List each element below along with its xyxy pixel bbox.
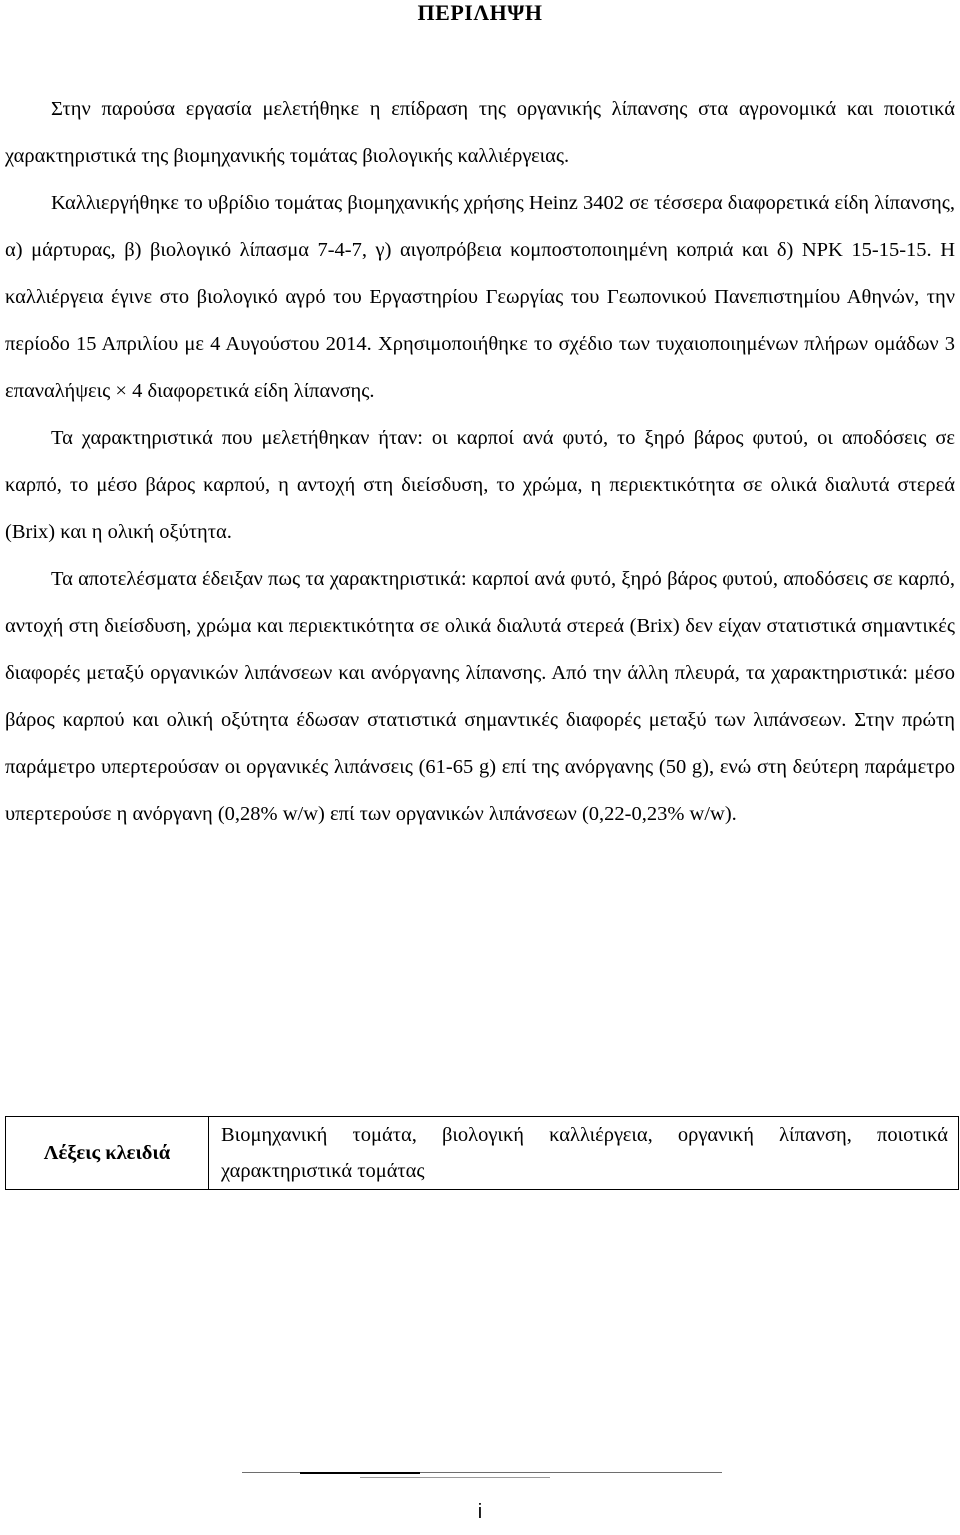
keywords-label: Λέξεις κλειδιά: [6, 1117, 209, 1190]
footer-divider-secondary: [360, 1477, 550, 1478]
keywords-table: [5, 1116, 959, 1190]
page-number: i: [477, 1501, 483, 1523]
abstract-paragraph-4: Τα αποτελέσματα έδειξαν πως τα χαρακτηριστικά: καρποί ανά φυτό, ξηρό βάρος φυτού, αποδόσεις σε καρπό, αντοχή στη διείσδυση, χρώμα και περιεκτικότητα σε ολικά διαλυτά στερεά (Brix) δεν είχαν στατιστικά σημαντικές διαφορές μεταξύ οργανικών λιπάνσεων και ανόργανης λίπανσης. Από την άλλη πλευρά, τα χαρακτηριστικά: μέσο βάρος καρπού και ολική οξύτητα έδωσαν στατιστικά σημαντικές διαφορές μεταξύ των λιπάνσεων. Στην πρώτη παράμετρο υπερτερούσαν οι οργανικές λιπάνσεις (61-65 g) επί της ανόργανης (50 g), ενώ στη δεύτερη παράμετρο υπερτερούσε η ανόργανη (0,28% w/w) επί των οργανικών λιπάνσεων (0,22-0,23% w/w).: [5, 568, 955, 825]
page-title: ΠΕΡΙΛΗΨΗ: [417, 0, 543, 25]
abstract-paragraph-1: Στην παρούσα εργασία μελετήθηκε η επίδραση της οργανικής λίπανσης στα αγρονομικά και ποιοτικά χαρακτηριστικά της βιομηχανικής τομάτας βιολογικής καλλιέργειας.: [5, 98, 955, 167]
abstract-paragraph-2: Καλλιεργήθηκε το υβρίδιο τομάτας βιομηχανικής χρήσης Heinz 3402 σε τέσσερα διαφορετικά είδη λίπανσης, α) μάρτυρας, β) βιολογικό λίπασμα 7-4-7, γ) αιγοπρόβεια κομποστοποιημένη κοπριά και δ) NPK 15-15-15. Η καλλιέργεια έγινε στο βιολογικό αγρό του Εργαστηρίου Γεωργίας του Γεωπονικού Πανεπιστημίου Αθηνών, την περίοδο 15 Απριλίου με 4 Αυγούστου 2014. Χρησιμοποιήθηκε το σχέδιο των τυχαιοποιημένων πλήρων ομάδων 3 επαναλήψεις × 4 διαφορετικά είδη λίπανσης.: [5, 192, 955, 402]
keywords-text: Βιομηχανική τομάτα, βιολογική καλλιέργεια, οργανική λίπανση, ποιοτικά χαρακτηριστικά τομάτας: [209, 1117, 959, 1190]
footer-divider-accent: [300, 1472, 420, 1474]
abstract-body: [5, 86, 955, 838]
abstract-paragraph-3: Τα χαρακτηριστικά που μελετήθηκαν ήταν: οι καρποί ανά φυτό, το ξηρό βάρος φυτού, οι αποδόσεις σε καρπό, το μέσο βάρος καρπού, η αντοχή στη διείσδυση, το χρώμα, η περιεκτικότητα σε ολικά διαλυτά στερεά (Brix) και η ολική οξύτητα.: [5, 427, 955, 543]
keywords-row: [6, 1117, 959, 1190]
